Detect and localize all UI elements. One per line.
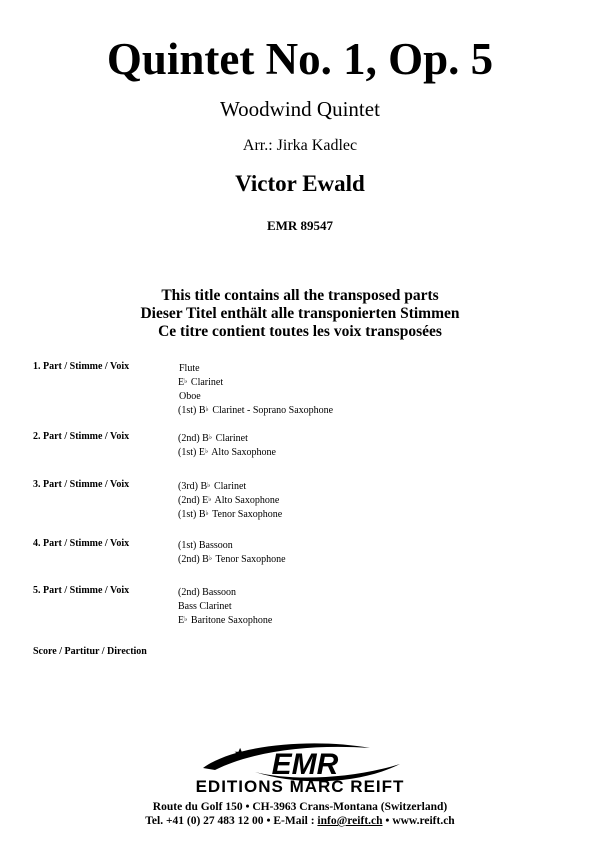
part-label: 1. Part / Stimme / Voix [33, 361, 130, 372]
instrument-name: (2nd) E [178, 495, 209, 506]
part-instrument-list [178, 361, 333, 417]
separator: • [385, 815, 390, 827]
instrument-name: (3rd) B [178, 481, 208, 492]
flat-sign: ♭ [204, 447, 209, 455]
instrument-item [178, 403, 333, 417]
publisher-address: Route du Golf 150 • CH-3963 Crans-Montana (Switzerland) [152, 801, 448, 813]
instrument-item [178, 389, 333, 403]
instrument-name: (1st) B [178, 509, 206, 520]
part-label: 5. Part / Stimme / Voix [33, 585, 130, 596]
composer-name: Victor Ewald [235, 171, 365, 196]
instrument-name: (1st) E [178, 447, 205, 458]
instrument-item [178, 431, 276, 445]
piece-title: Quintet No. 1, Op. 5 [106, 34, 494, 84]
instrument-item [178, 493, 282, 507]
instrument-name: (2nd) B [178, 554, 209, 565]
publisher-contact [0, 814, 600, 828]
part-instrument-list [178, 479, 282, 521]
part-label: 2. Part / Stimme / Voix [33, 431, 130, 442]
instrument-name: (2nd) B [178, 433, 209, 444]
flat-sign: ♭ [208, 495, 212, 503]
catalog-number: EMR 89547 [266, 218, 334, 233]
separator: • [266, 815, 271, 827]
flat-sign: ♭ [205, 405, 209, 413]
flat-sign: ♭ [184, 615, 188, 623]
instrument-item [178, 361, 333, 375]
website-link[interactable]: www.reift.ch [392, 815, 455, 827]
instrument-name-suffix: Tenor Saxophone [209, 509, 283, 520]
part-instrument-list [178, 538, 286, 566]
flat-sign: ♭ [207, 481, 211, 489]
instrument-name-suffix: Clarinet [213, 433, 248, 444]
part-label: 3. Part / Stimme / Voix [33, 479, 130, 490]
instrument-name: (2nd) Bassoon [178, 587, 237, 598]
instrument-item [178, 445, 276, 459]
part-instrument-list [178, 585, 272, 627]
notice-german: Dieser Titel enthält alle transponierten Stimmen [140, 305, 460, 322]
instrument-item [178, 538, 286, 552]
publisher-name: EDITIONS MARC REIFT [195, 777, 405, 796]
instrument-item [178, 585, 272, 599]
logo-text: EMR [271, 748, 339, 781]
instrument-item [178, 507, 282, 521]
piece-subtitle: Woodwind Quintet [220, 97, 380, 121]
part-label: 4. Part / Stimme / Voix [33, 538, 130, 549]
instrument-name-suffix: Clarinet - Soprano Saxophone [209, 405, 334, 416]
instrument-name: Bass Clarinet [178, 601, 232, 612]
email-label: E-Mail : [273, 815, 315, 827]
instrument-item [178, 599, 272, 613]
flat-sign: ♭ [208, 554, 213, 562]
instrument-name: E [178, 377, 185, 388]
flat-sign: ♭ [208, 433, 213, 441]
flat-sign: ♭ [184, 377, 188, 385]
instrument-name-suffix: Tenor Saxophone [213, 554, 286, 565]
instrument-name: E [178, 615, 185, 626]
instrument-name-suffix: Clarinet [188, 377, 224, 388]
instrument-name-suffix: Flute [179, 363, 200, 374]
instrument-name-suffix: Clarinet [211, 481, 247, 492]
email-link[interactable]: info@reift.ch [317, 815, 383, 827]
instrument-item [178, 479, 282, 493]
flat-sign: ♭ [205, 509, 209, 517]
instrument-name-suffix: Alto Saxophone [212, 495, 280, 506]
arranger-credit: Arr.: Jirka Kadlec [242, 137, 358, 154]
instrument-name-suffix: Alto Saxophone [209, 447, 276, 458]
score-label: Score / Partitur / Direction [33, 646, 147, 657]
instrument-item [178, 375, 333, 389]
instrument-name-suffix: Baritone Saxophone [188, 615, 273, 626]
phone-number: Tel. +41 (0) 27 483 12 00 [145, 815, 264, 827]
instrument-name: (1st) Bassoon [178, 540, 233, 551]
instrument-item [178, 613, 272, 627]
instrument-name-suffix: Oboe [179, 391, 201, 402]
notice-english: This title contains all the transposed parts [161, 287, 439, 304]
instrument-item [178, 552, 286, 566]
instrument-name: (1st) B [178, 405, 206, 416]
notice-french: Ce titre contient toutes les voix transposées [158, 323, 442, 340]
part-instrument-list [178, 431, 276, 459]
